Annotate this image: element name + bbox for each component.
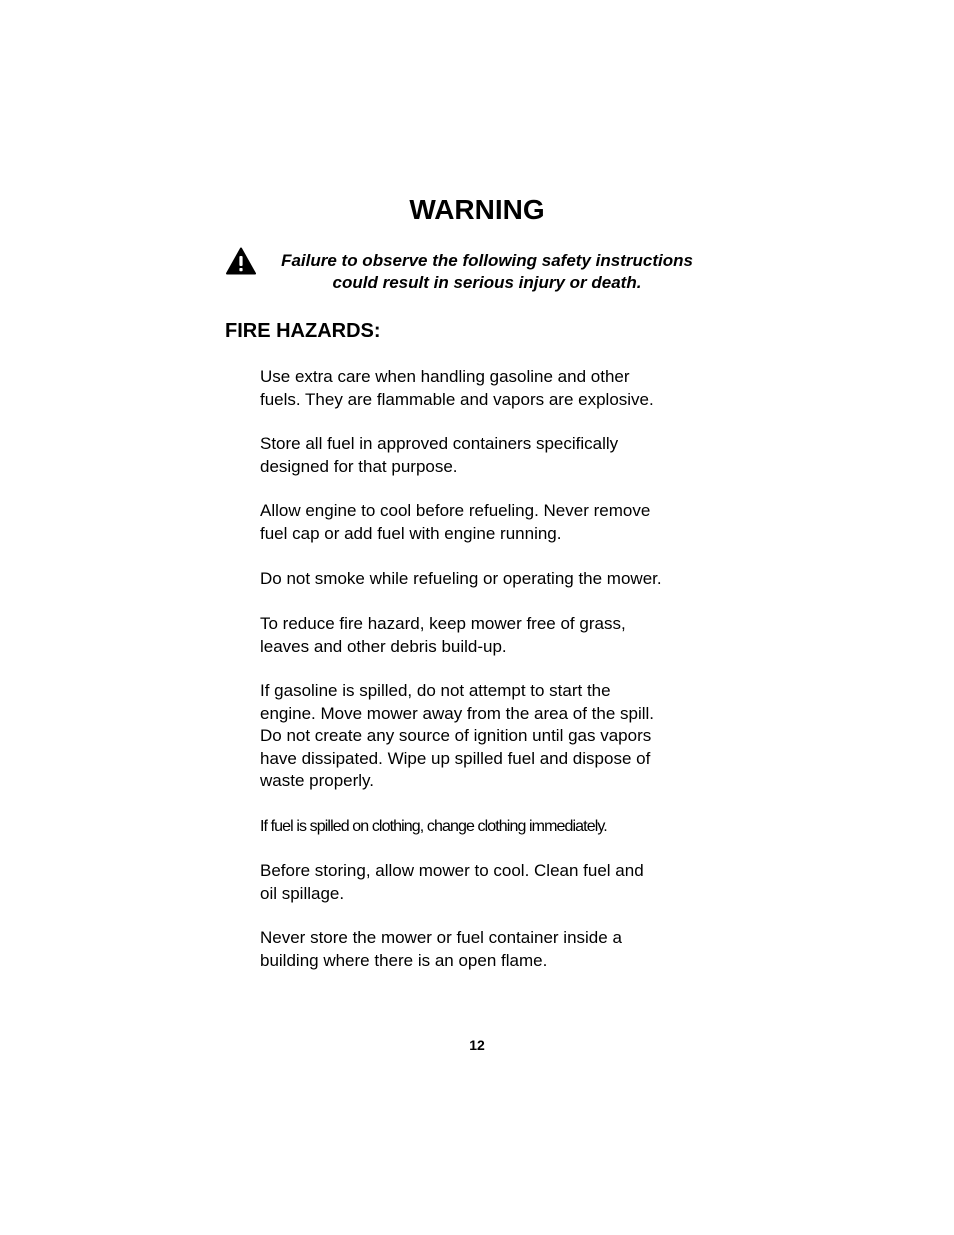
paragraph-line: fuels. They are flammable and vapors are explosive. xyxy=(260,389,654,409)
warning-line: Failure to observe the following safety instructions xyxy=(281,251,693,270)
paragraph-line: have dissipated. Wipe up spilled fuel and dispose of xyxy=(260,748,651,768)
paragraph-line: fuel cap or add fuel with engine running. xyxy=(260,523,562,543)
paragraph-line: Allow engine to cool before refueling. Never remove xyxy=(260,501,651,520)
paragraph-no-smoking xyxy=(260,568,710,591)
paragraph-line: designed for that purpose. xyxy=(260,456,458,476)
paragraph-fuel-containers xyxy=(260,433,710,478)
paragraph-line: Use extra care when handling gasoline and other xyxy=(260,367,630,386)
paragraph-clothing xyxy=(260,816,710,839)
paragraph-storing xyxy=(260,860,710,905)
paragraph-refueling xyxy=(260,500,710,545)
paragraph-debris xyxy=(260,613,710,658)
paragraph-line: oil spillage. xyxy=(260,883,345,903)
paragraph-line: Store all fuel in approved containers specifically xyxy=(260,434,619,453)
paragraph-line: Before storing, allow mower to cool. Clean fuel and xyxy=(260,861,644,880)
section-heading: FIRE HAZARDS: xyxy=(225,320,381,342)
paragraph-handling-fuel xyxy=(260,366,710,411)
page-number: 12 xyxy=(469,1037,485,1053)
paragraph-line: If fuel is spilled on clothing, change clothing immediately. xyxy=(260,818,607,835)
page-title: WARNING xyxy=(409,194,545,225)
paragraph-line: If gasoline is spilled, do not attempt to start the xyxy=(260,681,611,700)
paragraph-line: Do not create any source of ignition until gas vapors xyxy=(260,726,652,745)
paragraph-line: waste properly. xyxy=(260,771,375,790)
paragraph-line: engine. Move mower away from the area of the spill. xyxy=(260,703,655,723)
warning-message xyxy=(262,250,712,294)
paragraph-open-flame xyxy=(260,927,710,972)
paragraph-spill xyxy=(260,680,710,793)
paragraph-line: Never store the mower or fuel container inside a xyxy=(260,928,622,947)
paragraph-line: Do not smoke while refueling or operating the mower. xyxy=(260,569,662,588)
paragraph-line: leaves and other debris build-up. xyxy=(260,636,507,656)
paragraph-line: To reduce fire hazard, keep mower free of grass, xyxy=(260,614,626,633)
paragraph-line: building where there is an open flame. xyxy=(260,950,548,970)
warning-line: could result in serious injury or death. xyxy=(332,273,642,292)
warning-triangle-icon xyxy=(226,247,256,275)
